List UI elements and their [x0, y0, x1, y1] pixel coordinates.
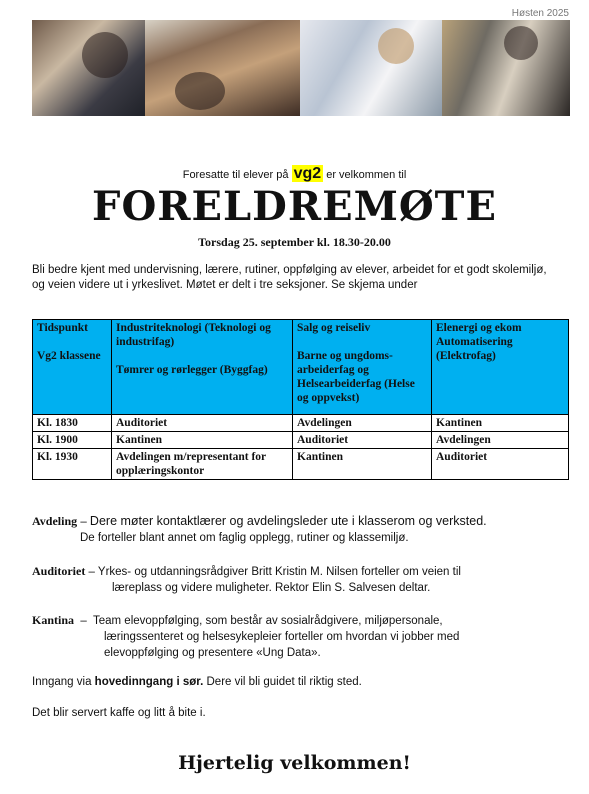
intro-after: er velkommen til — [323, 169, 407, 181]
row-time: Kl. 1900 — [33, 432, 112, 449]
kitchen-photo — [145, 20, 300, 116]
meeting-date: Torsdag 25. september kl. 18.30-20.00 — [198, 235, 391, 249]
row-cell: Avdelingen — [293, 415, 432, 432]
intro-highlight: vg2 — [293, 165, 322, 182]
kantina-line3: elevoppfølging og presentere «Ung Data». — [104, 647, 321, 659]
electrician-photo — [32, 20, 145, 116]
entrance-bold: hovedinngang i sør. — [94, 676, 204, 688]
row-cell: Avdelingen m/representant for opplæringskontor — [112, 449, 293, 480]
table-header-row — [33, 320, 569, 415]
header-time — [33, 320, 112, 415]
table-row — [33, 449, 569, 480]
description: Bli bedre kjent med undervisning, lærere, rutiner, oppfølging av elever, arbeidet for et godt skolemiljø, og veien videre ut i yrkeslivet. Møtet er delt i tre seksjoner. Se skjema under — [32, 264, 547, 291]
auditoriet-line1: Yrkes- og utdanningsrådgiver Britt Kristin M. Nilsen forteller om veien til — [97, 566, 461, 578]
table-row — [33, 415, 569, 432]
header-health-label: Barne og ungdoms-arbeiderfag og Helsearbeiderfag (Helse og oppvekst) — [297, 350, 415, 404]
avdeling-term: Avdeling — [32, 514, 78, 528]
row-cell: Auditoriet — [432, 449, 569, 480]
row-time: Kl. 1930 — [33, 449, 112, 480]
row-cell: Kantinen — [432, 415, 569, 432]
header-industry-label: Industriteknologi (Teknologi og industrifag) — [116, 322, 271, 348]
row-cell: Auditoriet — [112, 415, 293, 432]
avdeling-line1: Dere møter kontaktlærer og avdelingsleder ute i klasserom og verksted. — [89, 514, 487, 528]
header-classes-label: Vg2 klassene — [37, 350, 101, 362]
auditoriet-dash: – — [85, 566, 98, 578]
schedule-table — [32, 319, 569, 480]
intro-line — [0, 165, 589, 183]
coffee-line: Det blir servert kaffe og litt å bite i. — [32, 707, 206, 719]
header-time-label: Tidspunkt — [37, 322, 88, 334]
photo-banner — [32, 20, 570, 116]
row-cell: Auditoriet — [293, 432, 432, 449]
closing-greeting: Hjertelig velkommen! — [178, 752, 411, 774]
row-cell: Kantinen — [112, 432, 293, 449]
header-sales — [293, 320, 432, 415]
section-avdeling — [32, 513, 487, 546]
kantina-dash: – — [74, 615, 93, 627]
header-sales-label: Salg og reiseliv — [297, 322, 371, 334]
nurse-photo — [300, 20, 442, 116]
entrance-after: Dere vil bli guidet til riktig sted. — [203, 676, 362, 688]
electronics-photo — [442, 20, 570, 116]
section-kantina — [32, 612, 459, 661]
row-time: Kl. 1830 — [33, 415, 112, 432]
section-auditoriet — [32, 563, 461, 596]
intro-before: Foresatte til elever på — [182, 169, 292, 181]
auditoriet-line2: læreplass og videre muligheter. Rektor Elin S. Salvesen deltar. — [112, 582, 431, 594]
header-industry — [112, 320, 293, 415]
entrance-before: Inngang via — [32, 676, 95, 688]
kantina-line2: læringssenteret og helsesykepleier forteller om hvordan vi jobber med — [104, 631, 460, 643]
auditoriet-term: Auditoriet — [32, 564, 86, 578]
season-label: Høsten 2025 — [511, 8, 569, 19]
table-row — [33, 432, 569, 449]
kantina-line1: Team elevoppfølging, som består av sosialrådgivere, miljøpersonale, — [92, 615, 443, 627]
row-cell: Avdelingen — [432, 432, 569, 449]
header-electro — [432, 320, 569, 415]
row-cell: Kantinen — [293, 449, 432, 480]
entrance-line — [32, 674, 362, 690]
page-title: FORELDREMØTE — [92, 183, 497, 230]
header-carpentry-label: Tømrer og rørlegger (Byggfag) — [116, 364, 268, 376]
avdeling-dash: – — [77, 516, 90, 528]
kantina-term: Kantina — [32, 613, 75, 627]
avdeling-line2: De forteller blant annet om faglig opplegg, rutiner og klassemiljø. — [80, 532, 409, 544]
header-electro-label: Elenergi og ekom Automatisering (Elektrofag) — [436, 322, 522, 362]
